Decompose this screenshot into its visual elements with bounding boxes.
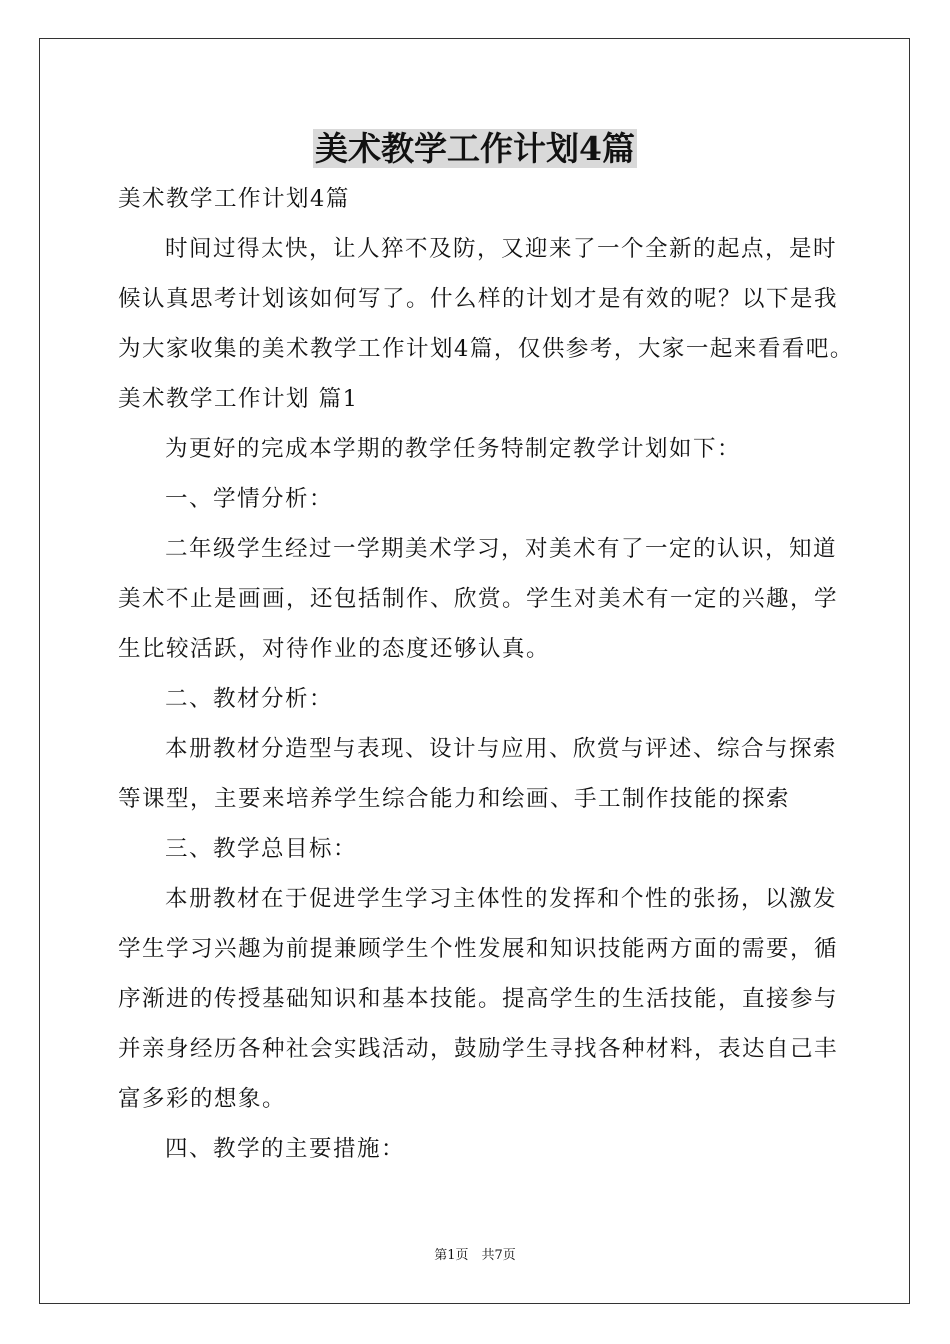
paragraph-line: 为大家收集的美术教学工作计划4篇，仅供参考，大家一起来看看吧。: [118, 336, 854, 362]
paragraph-line: 本册教材在于促进学生学习主体性的发挥和个性的张扬，以激发: [165, 886, 838, 912]
page-number: 第1页 共7页: [434, 1248, 516, 1263]
paragraph-line: 等课型，主要来培养学生综合能力和绘画、手工制作技能的探索: [118, 786, 791, 812]
document-title: [0, 126, 950, 172]
page-border: [39, 38, 910, 1304]
section-heading: 美术教学工作计划 篇1: [118, 386, 359, 412]
paragraph-line: 时间过得太快，让人猝不及防，又迎来了一个全新的起点，是时: [165, 236, 838, 262]
paragraph-line: 并亲身经历各种社会实践活动，鼓励学生寻找各种材料，表达自己丰: [118, 1036, 839, 1062]
document-title-text: 美术教学工作计划4篇: [315, 129, 635, 168]
subtitle-line: 美术教学工作计划4篇: [118, 186, 350, 212]
subsection-heading: 三、教学总目标：: [165, 836, 358, 862]
paragraph-line: 序渐进的传授基础知识和基本技能。提高学生的生活技能，直接参与: [118, 986, 839, 1012]
subsection-heading: 一、学情分析：: [165, 486, 334, 512]
paragraph-line: 二年级学生经过一学期美术学习，对美术有了一定的认识，知道: [165, 536, 838, 562]
paragraph-line: 学生学习兴趣为前提兼顾学生个性发展和知识技能两方面的需要，循: [118, 936, 839, 962]
paragraph-line: 生比较活跃，对待作业的态度还够认真。: [118, 636, 551, 662]
paragraph-line: 富多彩的想象。: [118, 1086, 287, 1112]
paragraph-line: 候认真思考计划该如何写了。什么样的计划才是有效的呢？以下是我: [118, 286, 839, 312]
paragraph-line: 为更好的完成本学期的教学任务特制定教学计划如下：: [165, 436, 742, 462]
subsection-heading: 四、教学的主要措施：: [165, 1136, 406, 1162]
paragraph-line: 美术不止是画画，还包括制作、欣赏。学生对美术有一定的兴趣，学: [118, 586, 839, 612]
subsection-heading: 二、教材分析：: [165, 686, 334, 712]
paragraph-line: 本册教材分造型与表现、设计与应用、欣赏与评述、综合与探索: [165, 736, 838, 762]
